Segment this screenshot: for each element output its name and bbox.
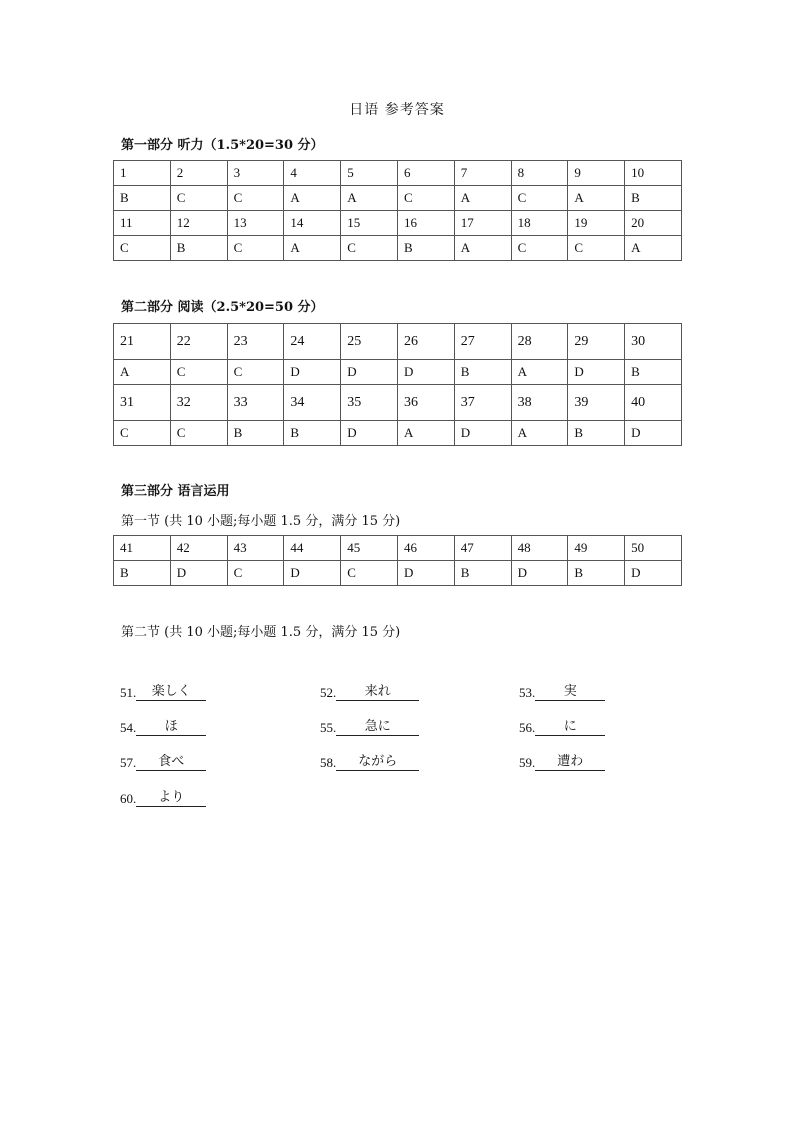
answer-cell: D: [625, 561, 682, 586]
question-number-cell: 48: [511, 536, 568, 561]
question-number-cell: 34: [284, 385, 341, 421]
fill-answer-51: [120, 684, 206, 701]
question-number-cell: 20: [625, 211, 682, 236]
part3-section2-heading: 第二节 (共 10 小题;每小题 1.5 分，满分 15 分): [121, 625, 401, 640]
answer-row: [114, 421, 682, 446]
question-number-cell: 25: [341, 324, 398, 360]
question-number-cell: 17: [454, 211, 511, 236]
answer-cell: D: [625, 421, 682, 446]
question-number-cell: 40: [625, 385, 682, 421]
question-number: 57.: [120, 755, 137, 770]
question-number-cell: 33: [227, 385, 284, 421]
fill-answer-57: [120, 754, 206, 771]
question-number-cell: 49: [568, 536, 625, 561]
answer-cell: C: [341, 561, 398, 586]
question-number-cell: 5: [341, 161, 398, 186]
question-number-cell: 35: [341, 385, 398, 421]
answer-cell: C: [397, 186, 454, 211]
question-number-cell: 28: [511, 324, 568, 360]
question-number-cell: 10: [625, 161, 682, 186]
question-number: 54.: [120, 720, 137, 735]
answer-row: [114, 186, 682, 211]
question-number-cell: 24: [284, 324, 341, 360]
answer-cell: D: [511, 561, 568, 586]
answer-cell: A: [511, 360, 568, 385]
answer-cell: C: [227, 236, 284, 261]
answer-cell: B: [170, 236, 227, 261]
question-number-cell: 13: [227, 211, 284, 236]
question-number-cell: 11: [114, 211, 171, 236]
answer-cell: C: [227, 360, 284, 385]
answer-blank: より: [136, 790, 206, 807]
answer-cell: A: [397, 421, 454, 446]
answer-cell: A: [114, 360, 171, 385]
answer-cell: A: [568, 186, 625, 211]
question-number-cell: 27: [454, 324, 511, 360]
answer-cell: B: [227, 421, 284, 446]
answer-cell: B: [568, 561, 625, 586]
answer-cell: C: [511, 236, 568, 261]
question-number-cell: 32: [170, 385, 227, 421]
answer-cell: B: [114, 561, 171, 586]
answer-cell: D: [568, 360, 625, 385]
answer-blank: ながら: [336, 754, 419, 771]
answer-cell: D: [284, 561, 341, 586]
question-number-cell: 9: [568, 161, 625, 186]
question-number-row: [114, 161, 682, 186]
answer-blank: 楽しく: [136, 684, 206, 701]
fill-answer-56: [519, 719, 605, 736]
answer-cell: D: [341, 421, 398, 446]
answer-cell: C: [227, 561, 284, 586]
question-number-cell: 43: [227, 536, 284, 561]
question-number: 53.: [519, 685, 536, 700]
answer-cell: C: [114, 421, 171, 446]
question-number-cell: 46: [397, 536, 454, 561]
answer-cell: B: [114, 186, 171, 211]
question-number-cell: 23: [227, 324, 284, 360]
answer-cell: B: [568, 421, 625, 446]
question-number: 58.: [320, 755, 337, 770]
answer-cell: C: [170, 360, 227, 385]
question-number-cell: 29: [568, 324, 625, 360]
answer-blank: 実: [535, 684, 605, 701]
answer-blank: 来れ: [336, 684, 419, 701]
answer-cell: C: [341, 236, 398, 261]
answer-blank: 食べ: [136, 754, 206, 771]
answer-cell: B: [625, 186, 682, 211]
answer-cell: D: [397, 360, 454, 385]
answer-blank: ほ: [136, 719, 206, 736]
question-number-cell: 22: [170, 324, 227, 360]
part2-heading: 第二部分 阅读（2.5*20=50 分）: [121, 300, 324, 315]
answer-cell: A: [284, 186, 341, 211]
question-number-cell: 1: [114, 161, 171, 186]
question-number: 59.: [519, 755, 536, 770]
question-number-cell: 14: [284, 211, 341, 236]
question-number-cell: 18: [511, 211, 568, 236]
question-number-cell: 7: [454, 161, 511, 186]
part1-heading: 第一部分 听力（1.5*20=30 分）: [121, 138, 324, 153]
answer-cell: D: [454, 421, 511, 446]
fill-answer-55: [320, 719, 419, 736]
question-number-row: [114, 385, 682, 421]
fill-answer-60: [120, 790, 206, 807]
answer-row: [114, 561, 682, 586]
question-number-cell: 36: [397, 385, 454, 421]
answer-cell: B: [625, 360, 682, 385]
answer-cell: B: [454, 360, 511, 385]
answer-cell: A: [454, 186, 511, 211]
question-number-cell: 37: [454, 385, 511, 421]
question-number-cell: 8: [511, 161, 568, 186]
question-number-cell: 39: [568, 385, 625, 421]
answer-cell: C: [227, 186, 284, 211]
question-number-cell: 42: [170, 536, 227, 561]
question-number-cell: 16: [397, 211, 454, 236]
answer-cell: D: [341, 360, 398, 385]
answer-cell: C: [170, 186, 227, 211]
question-number-row: [114, 324, 682, 360]
answer-cell: D: [170, 561, 227, 586]
answer-blank: 遭わ: [535, 754, 605, 771]
question-number-cell: 6: [397, 161, 454, 186]
part2-answer-table: [113, 323, 682, 446]
answer-cell: A: [341, 186, 398, 211]
part3-section1-heading: 第一节 (共 10 小题;每小题 1.5 分，满分 15 分): [121, 514, 401, 529]
question-number-cell: 15: [341, 211, 398, 236]
answer-cell: A: [511, 421, 568, 446]
answer-cell: B: [284, 421, 341, 446]
question-number: 52.: [320, 685, 337, 700]
question-number-cell: 44: [284, 536, 341, 561]
question-number-cell: 12: [170, 211, 227, 236]
part3-section1-answer-table: [113, 535, 682, 586]
fill-answer-53: [519, 684, 605, 701]
question-number-cell: 45: [341, 536, 398, 561]
part3-heading: 第三部分 语言运用: [121, 484, 230, 499]
question-number: 60.: [120, 791, 137, 806]
answer-cell: C: [114, 236, 171, 261]
fill-answer-59: [519, 754, 605, 771]
question-number-cell: 19: [568, 211, 625, 236]
answer-blank: に: [535, 719, 605, 736]
answer-cell: B: [397, 236, 454, 261]
question-number-cell: 38: [511, 385, 568, 421]
question-number-row: [114, 211, 682, 236]
fill-answer-52: [320, 684, 419, 701]
question-number-cell: 30: [625, 324, 682, 360]
answer-cell: C: [170, 421, 227, 446]
question-number-cell: 47: [454, 536, 511, 561]
question-number: 55.: [320, 720, 337, 735]
answer-row: [114, 360, 682, 385]
answer-cell: A: [454, 236, 511, 261]
answer-row: [114, 236, 682, 261]
question-number-cell: 2: [170, 161, 227, 186]
answer-cell: C: [568, 236, 625, 261]
question-number-cell: 4: [284, 161, 341, 186]
answer-cell: A: [284, 236, 341, 261]
question-number-cell: 3: [227, 161, 284, 186]
answer-cell: B: [454, 561, 511, 586]
answer-cell: D: [397, 561, 454, 586]
answer-blank: 急に: [336, 719, 419, 736]
question-number: 51.: [120, 685, 137, 700]
answer-cell: A: [625, 236, 682, 261]
page-title: 日语 参考答案: [349, 102, 445, 118]
question-number-cell: 21: [114, 324, 171, 360]
answer-cell: D: [284, 360, 341, 385]
question-number-cell: 26: [397, 324, 454, 360]
part1-answer-table: [113, 160, 682, 261]
question-number: 56.: [519, 720, 536, 735]
question-number-cell: 31: [114, 385, 171, 421]
fill-answer-58: [320, 754, 419, 771]
fill-answer-54: [120, 719, 206, 736]
answer-cell: C: [511, 186, 568, 211]
question-number-cell: 50: [625, 536, 682, 561]
question-number-cell: 41: [114, 536, 171, 561]
question-number-row: [114, 536, 682, 561]
